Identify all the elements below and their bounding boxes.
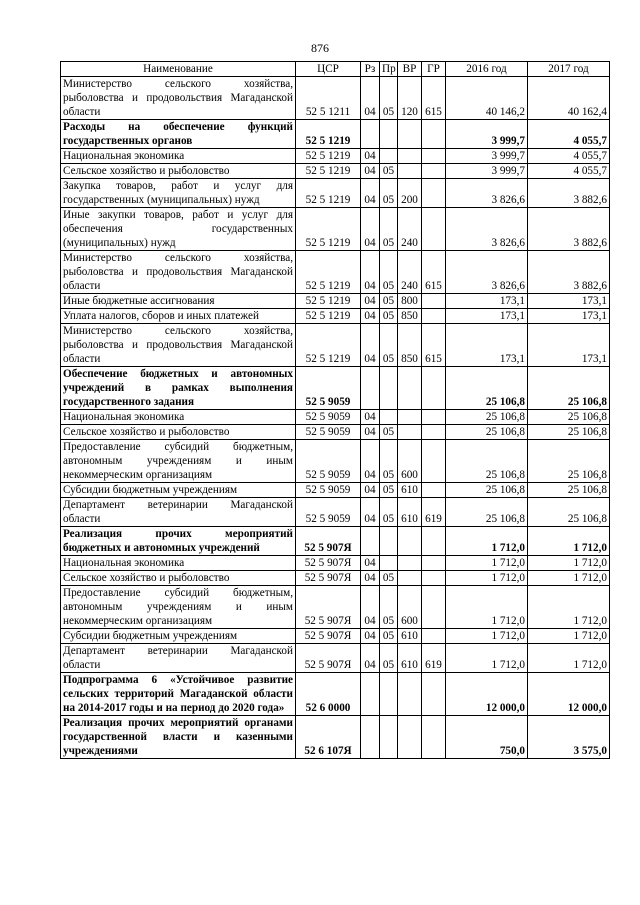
row-rz-cell <box>361 527 380 556</box>
row-2017-cell: 25 106,8 <box>528 425 610 440</box>
header-2016: 2016 год <box>446 62 528 77</box>
row-pr-cell <box>380 527 398 556</box>
row-rz-cell: 04 <box>361 324 380 367</box>
row-gr-cell <box>422 120 446 149</box>
row-pr-cell: 05 <box>380 425 398 440</box>
row-gr-cell <box>422 179 446 208</box>
row-pr-cell: 05 <box>380 571 398 586</box>
table-row <box>61 120 610 149</box>
row-name-cell: Иные бюджетные ассигнования <box>61 294 296 309</box>
row-2017-cell: 12 000,0 <box>528 673 610 716</box>
row-gr-cell: 619 <box>422 644 446 673</box>
row-2016-cell: 25 106,8 <box>446 483 528 498</box>
table-row <box>61 367 610 410</box>
row-2016-cell: 1 712,0 <box>446 586 528 629</box>
row-2016-cell: 3 999,7 <box>446 164 528 179</box>
row-csr-cell: 52 5 907Я <box>296 571 361 586</box>
row-pr-cell <box>380 716 398 759</box>
row-rz-cell: 04 <box>361 251 380 294</box>
row-gr-cell: 615 <box>422 251 446 294</box>
row-2017-cell: 1 712,0 <box>528 629 610 644</box>
row-gr-cell <box>422 440 446 483</box>
row-csr-cell: 52 5 1219 <box>296 324 361 367</box>
table-row <box>61 179 610 208</box>
row-name-cell: Национальная экономика <box>61 149 296 164</box>
header-2017: 2017 год <box>528 62 610 77</box>
row-csr-cell: 52 5 907Я <box>296 586 361 629</box>
row-vr-cell <box>398 425 422 440</box>
row-2017-cell: 25 106,8 <box>528 483 610 498</box>
row-2016-cell: 173,1 <box>446 294 528 309</box>
row-rz-cell: 04 <box>361 586 380 629</box>
row-csr-cell: 52 6 0000 <box>296 673 361 716</box>
row-2016-cell: 12 000,0 <box>446 673 528 716</box>
row-2017-cell: 1 712,0 <box>528 556 610 571</box>
row-csr-cell: 52 5 907Я <box>296 644 361 673</box>
row-csr-cell: 52 5 907Я <box>296 556 361 571</box>
table-row <box>61 294 610 309</box>
row-2016-cell: 25 106,8 <box>446 425 528 440</box>
row-name-cell: Реализация прочих мероприятий бюджетных и автономных учреждений <box>61 527 296 556</box>
row-rz-cell: 04 <box>361 644 380 673</box>
row-rz-cell: 04 <box>361 208 380 251</box>
row-csr-cell: 52 5 907Я <box>296 629 361 644</box>
row-pr-cell <box>380 673 398 716</box>
row-2016-cell: 25 106,8 <box>446 440 528 483</box>
row-vr-cell: 800 <box>398 294 422 309</box>
row-2017-cell: 173,1 <box>528 309 610 324</box>
row-rz-cell: 04 <box>361 149 380 164</box>
row-gr-cell <box>422 367 446 410</box>
row-name-cell: Министерство сельского хозяйства, рыболовства и продовольствия Магаданской области <box>61 251 296 294</box>
row-csr-cell: 52 5 9059 <box>296 425 361 440</box>
row-2017-cell: 40 162,4 <box>528 77 610 120</box>
row-pr-cell: 05 <box>380 309 398 324</box>
table-row <box>61 164 610 179</box>
row-csr-cell: 52 5 9059 <box>296 440 361 483</box>
row-csr-cell: 52 5 1219 <box>296 120 361 149</box>
row-2017-cell: 1 712,0 <box>528 586 610 629</box>
row-rz-cell: 04 <box>361 410 380 425</box>
row-pr-cell: 05 <box>380 629 398 644</box>
row-rz-cell: 04 <box>361 294 380 309</box>
table-row <box>61 498 610 527</box>
row-rz-cell: 04 <box>361 483 380 498</box>
row-csr-cell: 52 5 1219 <box>296 309 361 324</box>
row-2017-cell: 1 712,0 <box>528 644 610 673</box>
table-row <box>61 425 610 440</box>
row-vr-cell: 200 <box>398 179 422 208</box>
row-2017-cell: 3 882,6 <box>528 251 610 294</box>
row-rz-cell <box>361 120 380 149</box>
row-vr-cell <box>398 556 422 571</box>
table-header-row <box>61 62 610 77</box>
row-2016-cell: 25 106,8 <box>446 367 528 410</box>
row-2016-cell: 3 826,6 <box>446 208 528 251</box>
row-name-cell: Расходы на обеспечение функций государственных органов <box>61 120 296 149</box>
row-gr-cell <box>422 309 446 324</box>
row-name-cell: Обеспечение бюджетных и автономных учреждений в рамках выполнения государственного задания <box>61 367 296 410</box>
row-vr-cell <box>398 367 422 410</box>
row-pr-cell: 05 <box>380 324 398 367</box>
row-vr-cell: 850 <box>398 309 422 324</box>
row-gr-cell: 619 <box>422 498 446 527</box>
row-rz-cell <box>361 367 380 410</box>
row-vr-cell: 600 <box>398 586 422 629</box>
row-name-cell: Сельское хозяйство и рыболовство <box>61 571 296 586</box>
row-vr-cell <box>398 120 422 149</box>
row-gr-cell <box>422 586 446 629</box>
row-gr-cell: 615 <box>422 324 446 367</box>
row-pr-cell <box>380 367 398 410</box>
row-pr-cell: 05 <box>380 294 398 309</box>
row-gr-cell: 615 <box>422 77 446 120</box>
row-2016-cell: 750,0 <box>446 716 528 759</box>
row-pr-cell: 05 <box>380 164 398 179</box>
row-2016-cell: 1 712,0 <box>446 644 528 673</box>
table-row <box>61 586 610 629</box>
table-row <box>61 410 610 425</box>
row-pr-cell: 05 <box>380 179 398 208</box>
row-rz-cell <box>361 716 380 759</box>
row-gr-cell <box>422 410 446 425</box>
row-pr-cell: 05 <box>380 483 398 498</box>
row-2016-cell: 40 146,2 <box>446 77 528 120</box>
row-csr-cell: 52 5 1219 <box>296 251 361 294</box>
row-rz-cell: 04 <box>361 571 380 586</box>
row-vr-cell <box>398 716 422 759</box>
row-gr-cell <box>422 208 446 251</box>
row-csr-cell: 52 5 1219 <box>296 164 361 179</box>
table-row <box>61 629 610 644</box>
table-row <box>61 571 610 586</box>
table-row <box>61 309 610 324</box>
table-row <box>61 527 610 556</box>
table-row <box>61 483 610 498</box>
row-csr-cell: 52 5 907Я <box>296 527 361 556</box>
row-2016-cell: 1 712,0 <box>446 527 528 556</box>
table-row <box>61 324 610 367</box>
row-csr-cell: 52 5 1219 <box>296 179 361 208</box>
row-gr-cell <box>422 716 446 759</box>
row-2017-cell: 25 106,8 <box>528 367 610 410</box>
table-row <box>61 440 610 483</box>
row-rz-cell <box>361 673 380 716</box>
row-2017-cell: 1 712,0 <box>528 571 610 586</box>
row-vr-cell <box>398 571 422 586</box>
row-2017-cell: 4 055,7 <box>528 164 610 179</box>
row-vr-cell <box>398 410 422 425</box>
row-vr-cell <box>398 164 422 179</box>
row-rz-cell: 04 <box>361 77 380 120</box>
row-2016-cell: 1 712,0 <box>446 571 528 586</box>
row-pr-cell <box>380 120 398 149</box>
row-pr-cell: 05 <box>380 77 398 120</box>
table-row <box>61 556 610 571</box>
row-2016-cell: 3 999,7 <box>446 149 528 164</box>
row-gr-cell <box>422 556 446 571</box>
row-vr-cell: 120 <box>398 77 422 120</box>
row-2016-cell: 173,1 <box>446 324 528 367</box>
table-row <box>61 251 610 294</box>
row-rz-cell: 04 <box>361 629 380 644</box>
row-2016-cell: 3 999,7 <box>446 120 528 149</box>
row-2017-cell: 1 712,0 <box>528 527 610 556</box>
row-name-cell: Департамент ветеринарии Магаданской области <box>61 644 296 673</box>
table-row <box>61 644 610 673</box>
row-2017-cell: 25 106,8 <box>528 498 610 527</box>
header-rz: Рз <box>361 62 380 77</box>
row-vr-cell: 240 <box>398 251 422 294</box>
table-row <box>61 149 610 164</box>
row-name-cell: Департамент ветеринарии Магаданской области <box>61 498 296 527</box>
row-vr-cell <box>398 527 422 556</box>
row-name-cell: Предоставление субсидий бюджетным, автономным учреждениям и иным некоммерческим организациям <box>61 586 296 629</box>
row-rz-cell: 04 <box>361 164 380 179</box>
row-vr-cell: 610 <box>398 498 422 527</box>
header-vr: ВР <box>398 62 422 77</box>
row-vr-cell: 850 <box>398 324 422 367</box>
row-name-cell: Министерство сельского хозяйства, рыболовства и продовольствия Магаданской области <box>61 324 296 367</box>
row-2016-cell: 1 712,0 <box>446 629 528 644</box>
header-name: Наименование <box>61 62 296 77</box>
row-2017-cell: 4 055,7 <box>528 149 610 164</box>
row-rz-cell: 04 <box>361 556 380 571</box>
row-2016-cell: 1 712,0 <box>446 556 528 571</box>
row-vr-cell: 610 <box>398 483 422 498</box>
row-csr-cell: 52 6 107Я <box>296 716 361 759</box>
header-csr: ЦСР <box>296 62 361 77</box>
row-gr-cell <box>422 629 446 644</box>
row-name-cell: Подпрограмма 6 «Устойчивое развитие сельских территорий Магаданской области на 2014-2017 годы и на период до 2020 года» <box>61 673 296 716</box>
row-gr-cell <box>422 294 446 309</box>
row-csr-cell: 52 5 1219 <box>296 208 361 251</box>
table-row <box>61 716 610 759</box>
row-vr-cell: 240 <box>398 208 422 251</box>
row-pr-cell <box>380 149 398 164</box>
row-2016-cell: 25 106,8 <box>446 410 528 425</box>
row-csr-cell: 52 5 1219 <box>296 149 361 164</box>
row-name-cell: Национальная экономика <box>61 556 296 571</box>
row-pr-cell: 05 <box>380 440 398 483</box>
row-name-cell: Закупка товаров, работ и услуг для государственных (муниципальных) нужд <box>61 179 296 208</box>
row-name-cell: Иные закупки товаров, работ и услуг для обеспечения государственных (муниципальных) нужд <box>61 208 296 251</box>
row-rz-cell: 04 <box>361 498 380 527</box>
budget-table <box>60 61 610 759</box>
table-row <box>61 77 610 120</box>
row-2017-cell: 173,1 <box>528 324 610 367</box>
row-vr-cell <box>398 673 422 716</box>
row-name-cell: Субсидии бюджетным учреждениям <box>61 483 296 498</box>
row-gr-cell <box>422 425 446 440</box>
row-gr-cell <box>422 571 446 586</box>
row-name-cell: Предоставление субсидий бюджетным, автономным учреждениям и иным некоммерческим организациям <box>61 440 296 483</box>
row-2016-cell: 173,1 <box>446 309 528 324</box>
row-2017-cell: 25 106,8 <box>528 410 610 425</box>
row-pr-cell: 05 <box>380 586 398 629</box>
row-vr-cell: 610 <box>398 644 422 673</box>
row-gr-cell <box>422 164 446 179</box>
row-name-cell: Уплата налогов, сборов и иных платежей <box>61 309 296 324</box>
row-2016-cell: 25 106,8 <box>446 498 528 527</box>
row-rz-cell: 04 <box>361 440 380 483</box>
row-gr-cell <box>422 149 446 164</box>
table-body <box>61 77 610 759</box>
row-gr-cell <box>422 673 446 716</box>
row-gr-cell <box>422 527 446 556</box>
row-csr-cell: 52 5 1211 <box>296 77 361 120</box>
row-2017-cell: 3 575,0 <box>528 716 610 759</box>
row-vr-cell: 610 <box>398 629 422 644</box>
header-gr: ГР <box>422 62 446 77</box>
row-2017-cell: 4 055,7 <box>528 120 610 149</box>
row-csr-cell: 52 5 9059 <box>296 483 361 498</box>
header-pr: Пр <box>380 62 398 77</box>
table-row <box>61 208 610 251</box>
row-rz-cell: 04 <box>361 179 380 208</box>
row-pr-cell: 05 <box>380 208 398 251</box>
row-name-cell: Реализация прочих мероприятий органами государственной власти и казенными учреждениями <box>61 716 296 759</box>
row-pr-cell: 05 <box>380 644 398 673</box>
row-gr-cell <box>422 483 446 498</box>
row-pr-cell: 05 <box>380 498 398 527</box>
row-2017-cell: 3 882,6 <box>528 208 610 251</box>
row-2016-cell: 3 826,6 <box>446 179 528 208</box>
row-pr-cell <box>380 556 398 571</box>
row-csr-cell: 52 5 9059 <box>296 410 361 425</box>
row-name-cell: Сельское хозяйство и рыболовство <box>61 425 296 440</box>
row-2017-cell: 173,1 <box>528 294 610 309</box>
row-vr-cell: 600 <box>398 440 422 483</box>
row-2017-cell: 25 106,8 <box>528 440 610 483</box>
row-pr-cell: 05 <box>380 251 398 294</box>
row-csr-cell: 52 5 9059 <box>296 367 361 410</box>
row-vr-cell <box>398 149 422 164</box>
row-csr-cell: 52 5 9059 <box>296 498 361 527</box>
row-name-cell: Сельское хозяйство и рыболовство <box>61 164 296 179</box>
row-2016-cell: 3 826,6 <box>446 251 528 294</box>
row-rz-cell: 04 <box>361 309 380 324</box>
row-rz-cell: 04 <box>361 425 380 440</box>
row-csr-cell: 52 5 1219 <box>296 294 361 309</box>
page-number: 876 <box>311 41 329 55</box>
row-name-cell: Министерство сельского хозяйства, рыболовства и продовольствия Магаданской области <box>61 77 296 120</box>
row-pr-cell <box>380 410 398 425</box>
row-name-cell: Субсидии бюджетным учреждениям <box>61 629 296 644</box>
row-2017-cell: 3 882,6 <box>528 179 610 208</box>
row-name-cell: Национальная экономика <box>61 410 296 425</box>
table-row <box>61 673 610 716</box>
